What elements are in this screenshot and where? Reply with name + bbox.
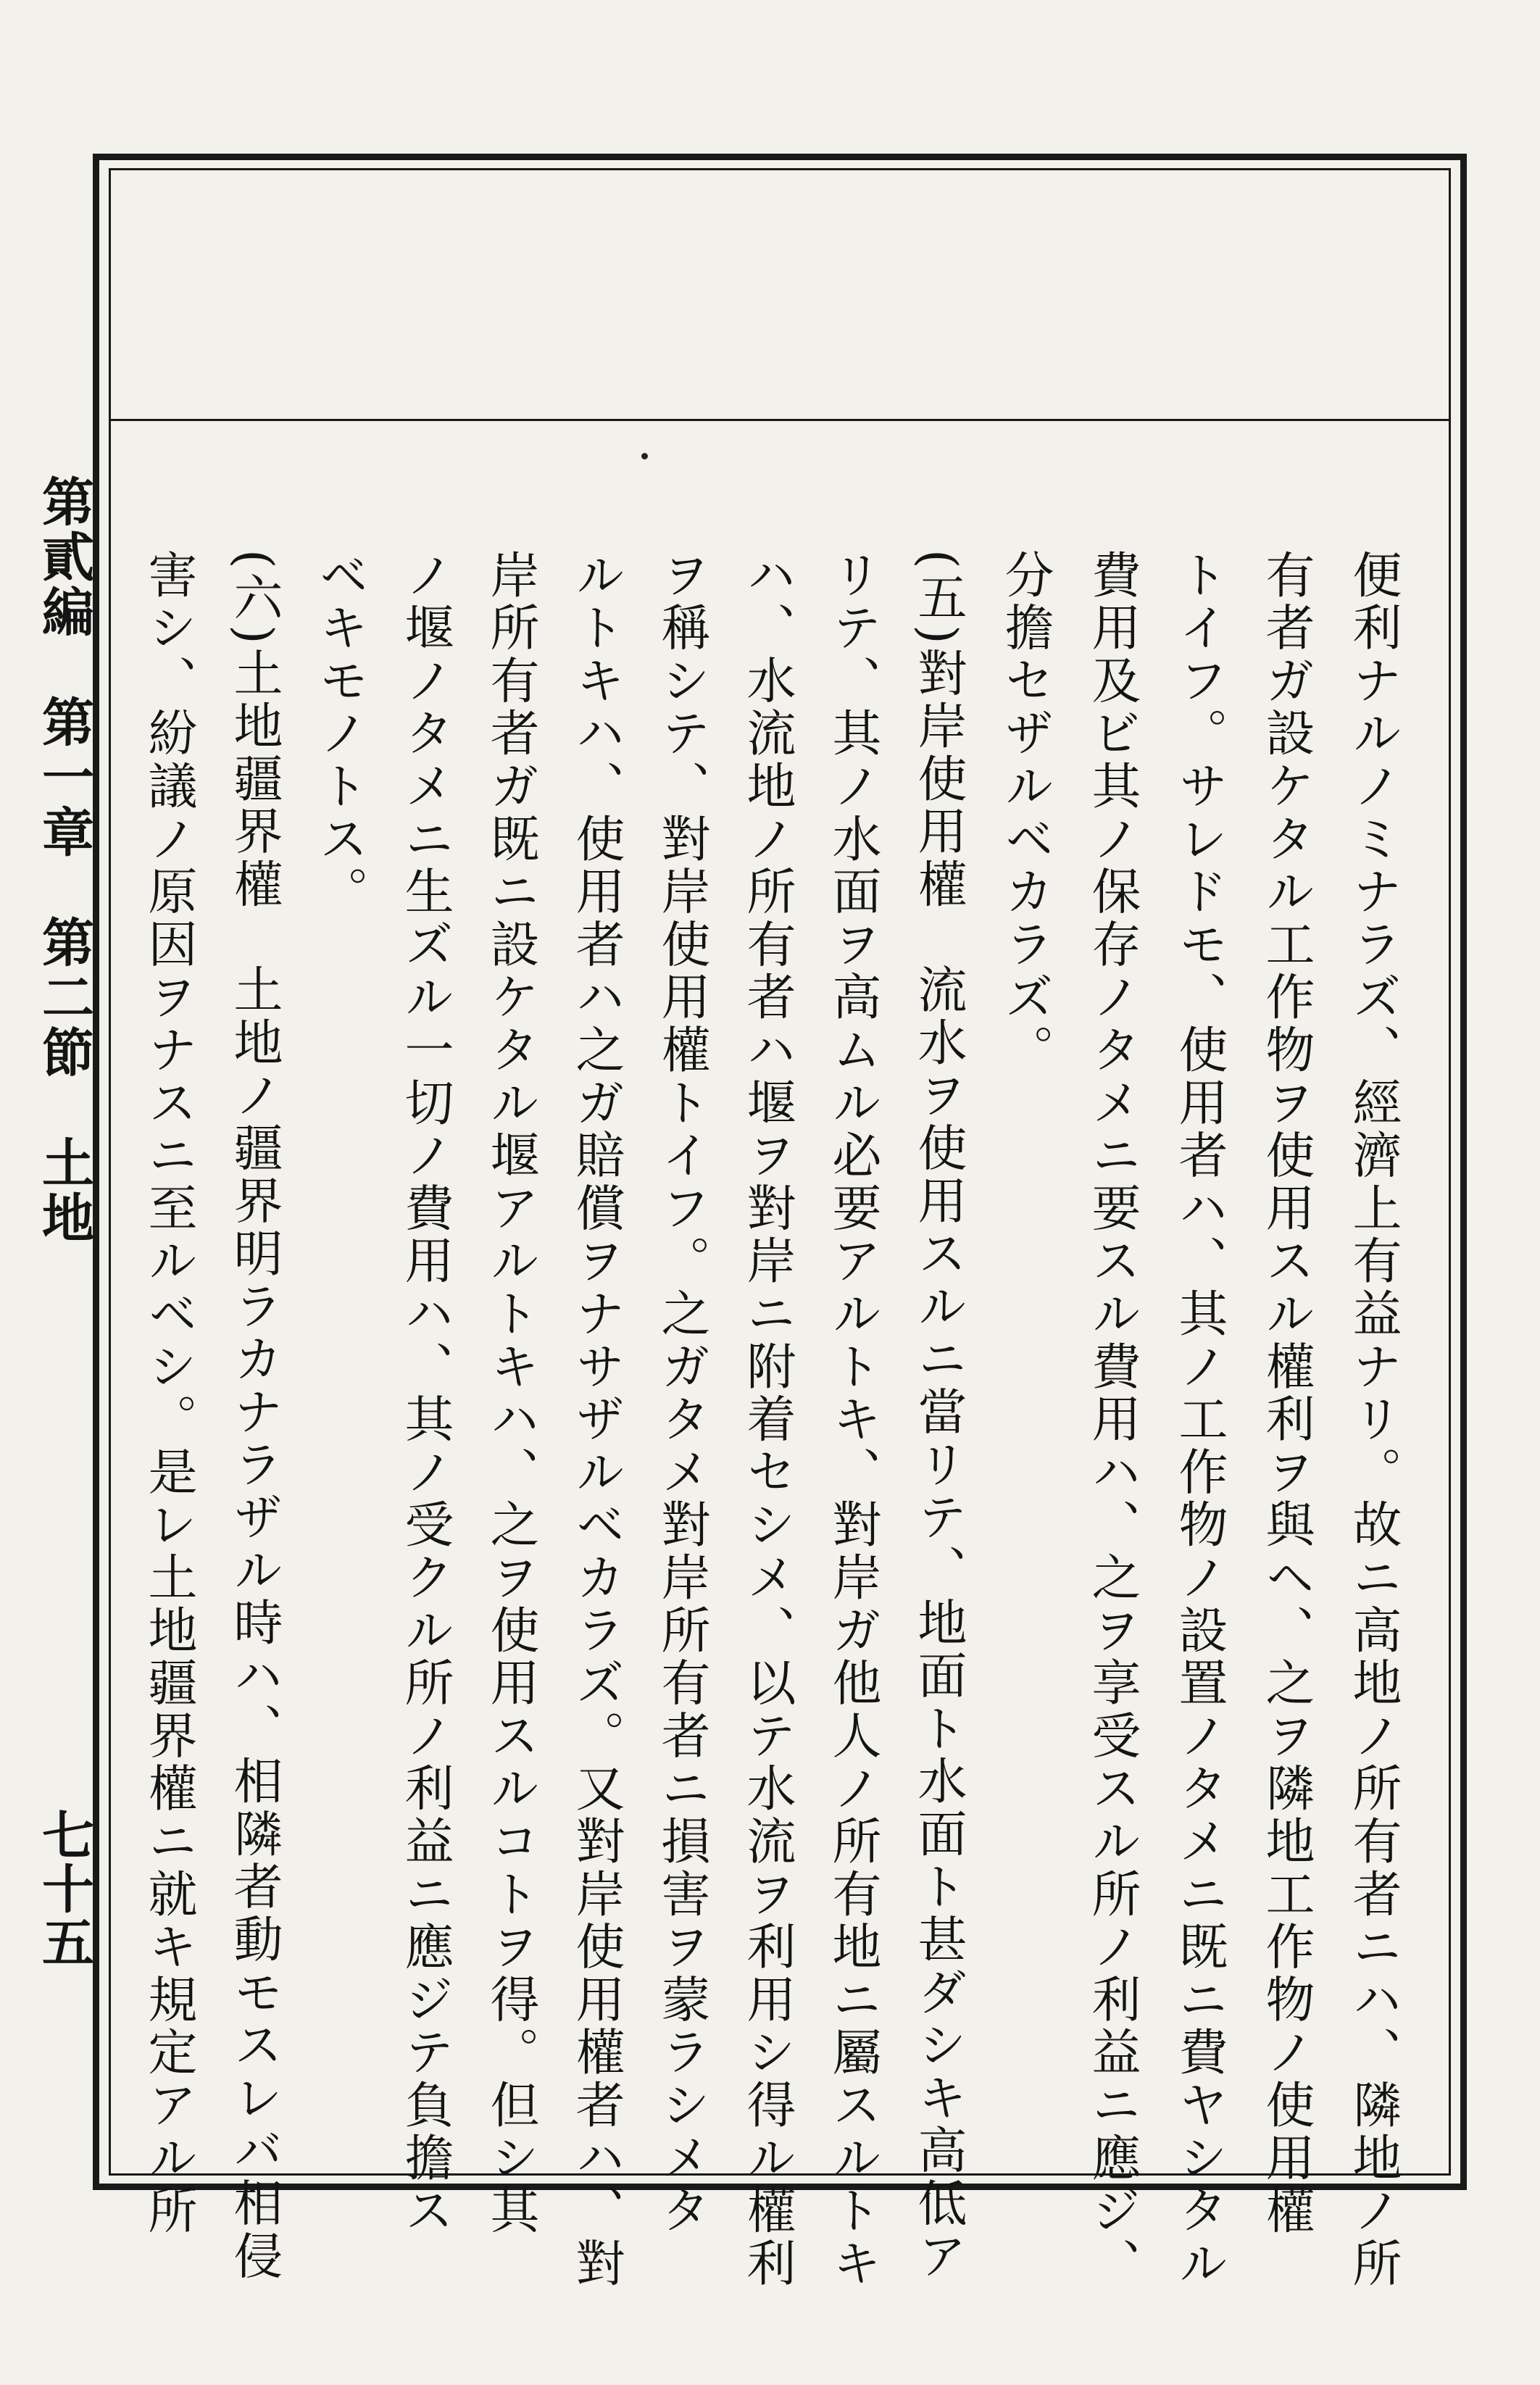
text-line: 費用及ビ其ノ保存ノタメニ要スル費用ハ、之ヲ享受スル所ノ利益ニ應ジ、 bbox=[1083, 549, 1141, 2291]
text-line: トイフ。サレドモ、使用者ハ、其ノ工作物ノ設置ノタメニ既ニ費ヤシタル bbox=[1170, 549, 1228, 2291]
text-line: 有者ガ設ケタル工作物ヲ使用スル權利ヲ與ヘ、之ヲ隣地工作物ノ使用權 bbox=[1257, 549, 1315, 2238]
text-line: リテ、其ノ水面ヲ高ムル必要アルトキ、對岸ガ他人ノ所有地ニ屬スルトキ bbox=[824, 549, 881, 2291]
page-number: 七十五 bbox=[33, 1808, 95, 1969]
running-head: 第貳編 第一章 第二節 土地 bbox=[33, 475, 95, 1246]
text-line: ノ堰ノタメニ生ズル一切ノ費用ハ、其ノ受クル所ノ利益ニ應ジテ負擔ス bbox=[396, 549, 454, 2238]
text-line: ベキモノトス。 bbox=[311, 549, 368, 919]
text-line: (六)土地疆界權 土地ノ疆界明ラカナラザル時ハ、相隣者動モスレバ相侵 bbox=[225, 549, 283, 2284]
text-line: 便利ナルノミナラズ、經濟上有益ナリ。故ニ高地ノ所有者ニハ、隣地ノ所 bbox=[1344, 549, 1402, 2291]
text-line: 分擔セザルベカラズ。 bbox=[996, 549, 1054, 1077]
text-line: 害シ、紛議ノ原因ヲナスニ至ルベシ。是レ土地疆界權ニ就キ規定アル所 bbox=[140, 549, 197, 2238]
header-rule bbox=[109, 419, 1451, 421]
text-line: (五)對岸使用權 流水ヲ使用スルニ當リテ、地面ト水面ト甚ダシキ高低ア bbox=[910, 549, 967, 2284]
body-text bbox=[140, 549, 1402, 2291]
text-line: ヲ稱シテ、對岸使用權トイフ。之ガタメ對岸所有者ニ損害ヲ蒙ラシメタ bbox=[653, 549, 710, 2238]
text-line: ルトキハ、使用者ハ之ガ賠償ヲナサザルベカラズ。又對岸使用權者ハ、對 bbox=[567, 549, 625, 2291]
ink-dot bbox=[641, 453, 648, 459]
text-line: ハ、水流地ノ所有者ハ堰ヲ對岸ニ附着セシメ、以テ水流ヲ利用シ得ル權利 bbox=[738, 549, 796, 2291]
text-line: 岸所有者ガ既ニ設ケタル堰アルトキハ、之ヲ使用スルコトヲ得。但シ其 bbox=[482, 549, 539, 2238]
